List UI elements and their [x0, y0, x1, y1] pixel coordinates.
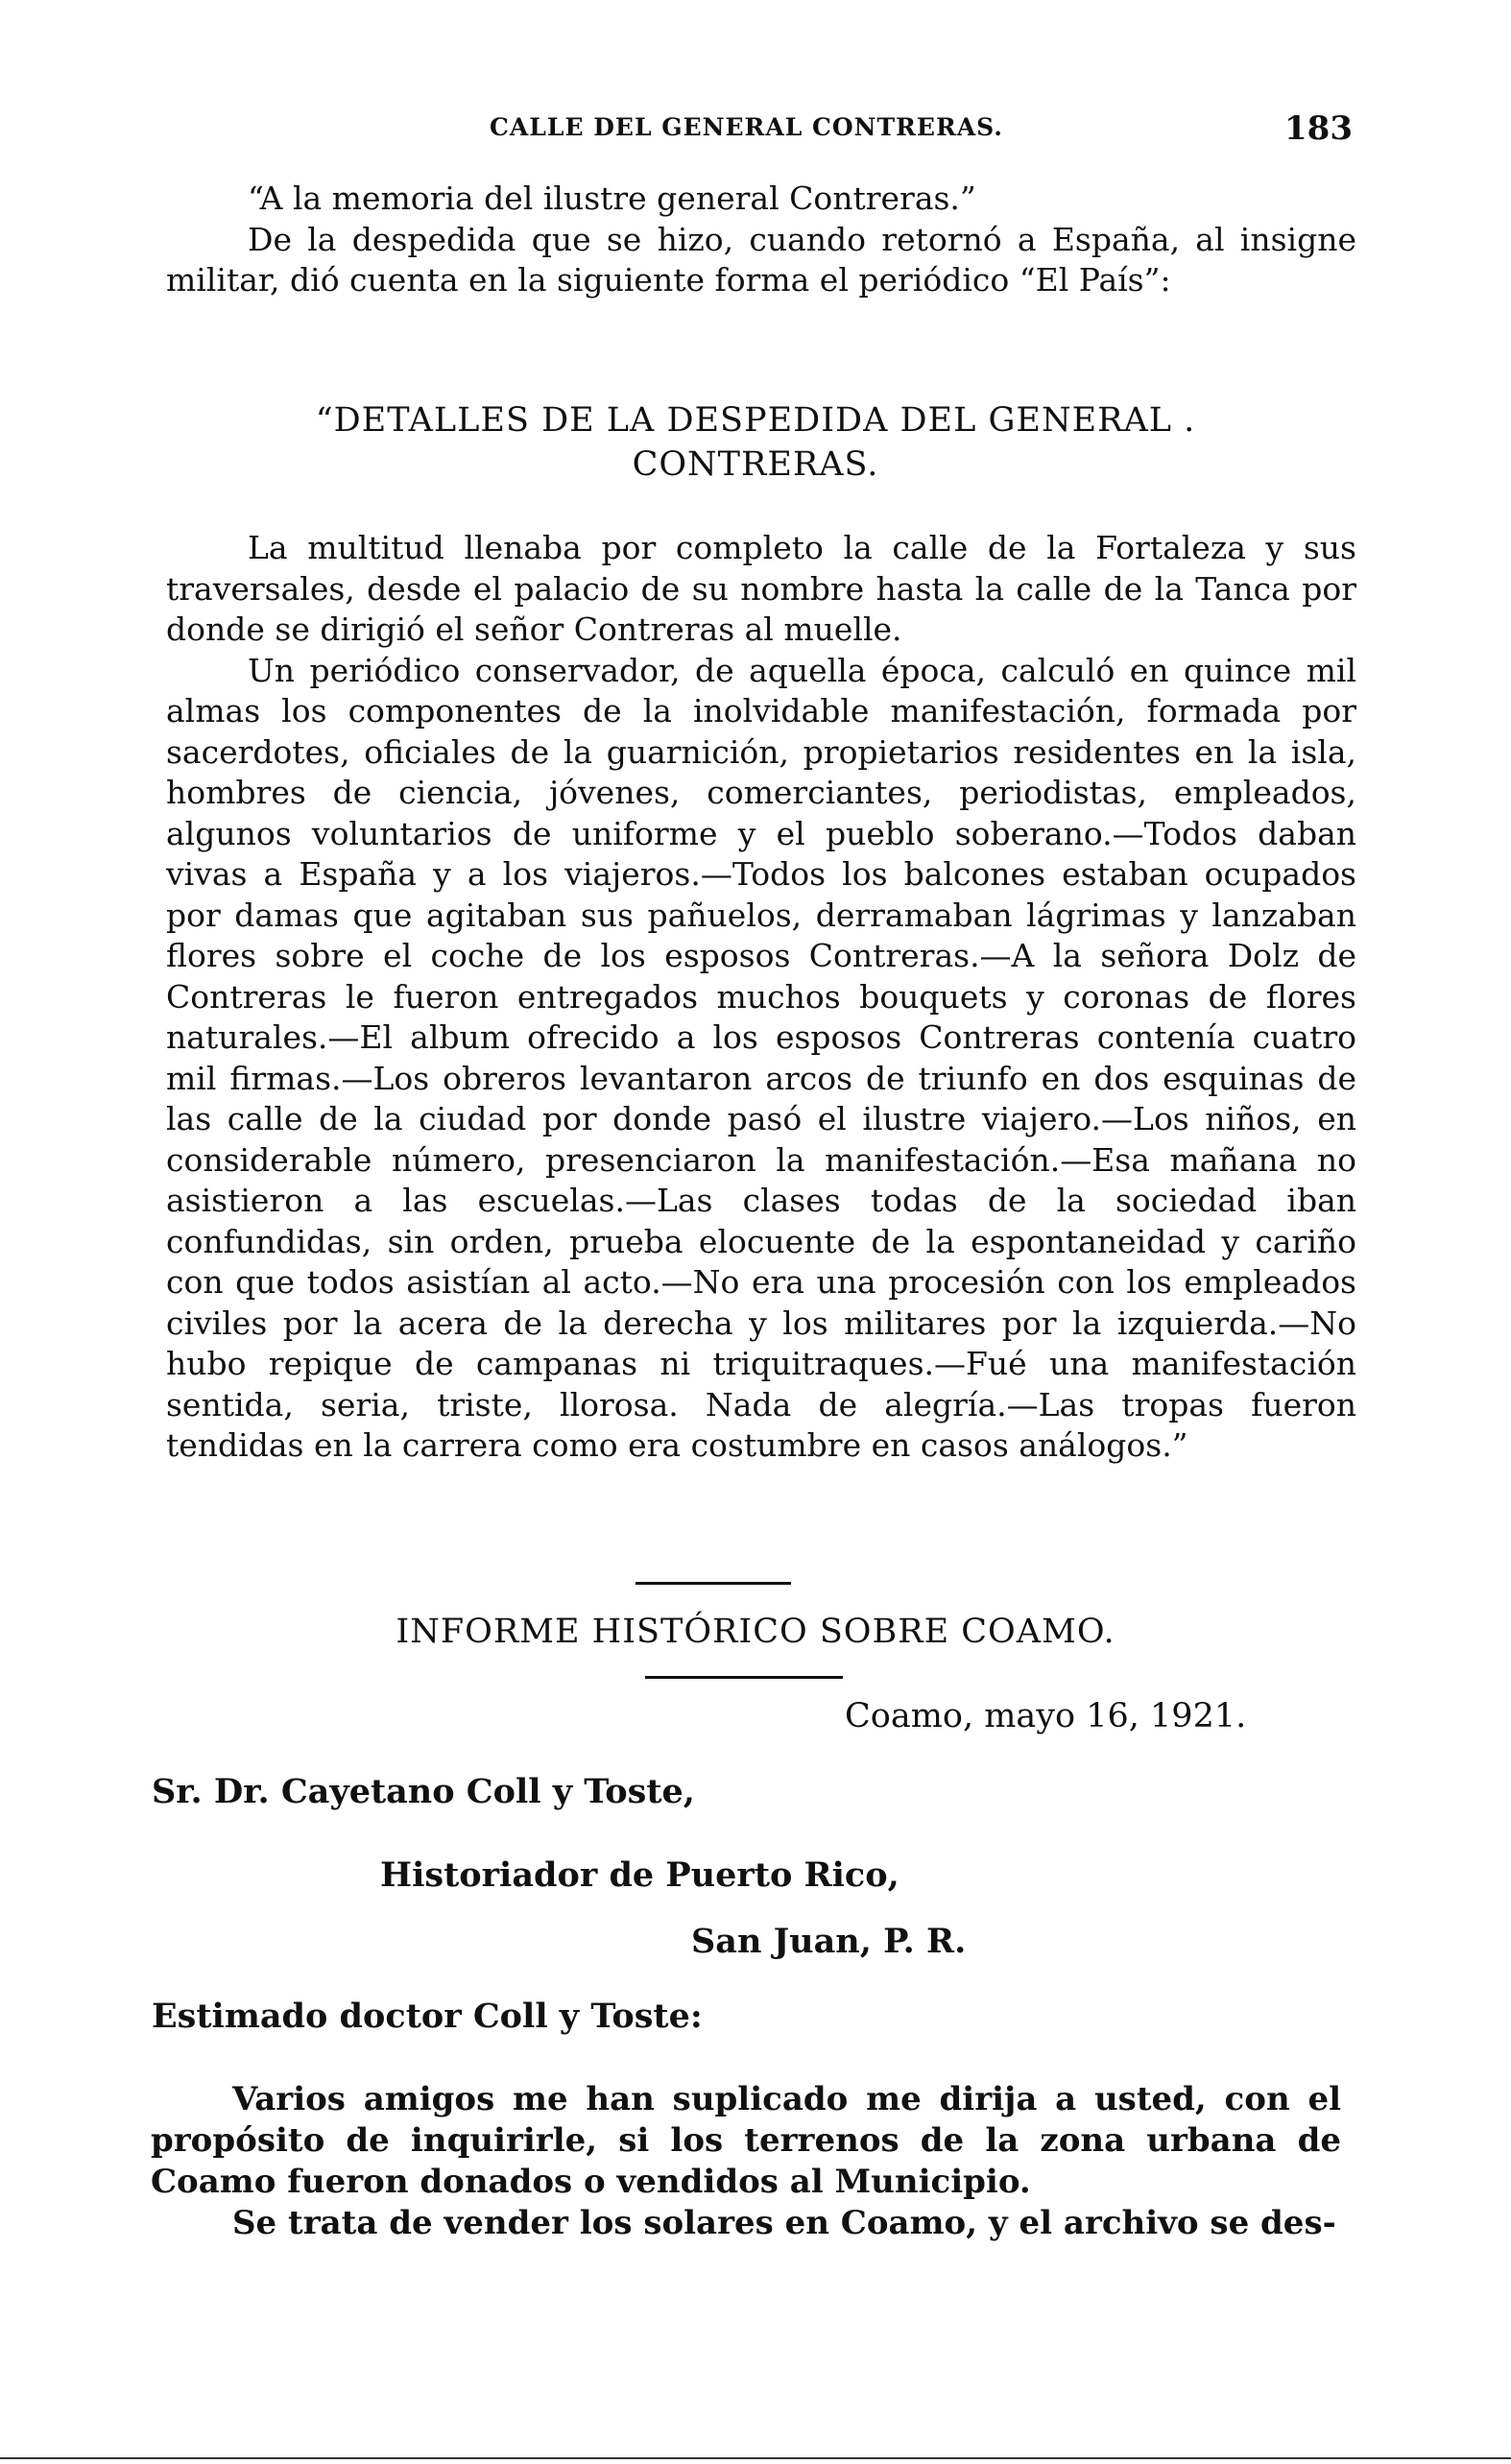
article-body [166, 528, 1356, 1467]
article-heading-line2: CONTRERAS. [632, 445, 879, 484]
running-head-title: CALLE DEL GENERAL CONTRERAS. [490, 113, 1003, 141]
article-paragraph-2: Un periódico conservador, de aquella época, calculó en quince mil almas los componentes de la inolvidable manifestación, formada por sacerdotes, oficiales de la guarnición, propietarios residentes en la isla, hombres de ciencia, jóvenes, comerciantes, periodistas, empleados, algunos voluntarios de uniforme y el pueblo soberano.—Todos daban vivas a España y a los viajeros.—Todos los balcones estaban ocupados por damas que agitaban sus pañuelos, derramaban lágrimas y lanzaban flores sobre el coche de los esposos Contreras.—A la señora Dolz de Contreras le fueron entregados muchos bouquets y coronas de flores naturales.—El album ofrecido a los esposos Contreras contenía cuatro mil firmas.—Los obreros levantaron arcos de triunfo en dos esquinas de las calle de la ciudad por donde pasó el ilustre viajero.—Los niños, en considerable número, presenciaron la manifestación.—Esa mañana no asistieron a las escuelas.—Las clases todas de la sociedad iban confundidas, sin orden, prueba elocuente de la espontaneidad y cariño con que todos asistían al acto.—No era una procesión con los empleados civiles por la acera de la derecha y los militares por la izquierda.—No hubo repique de campanas ni triquitraques.—Fué una manifestación sentida, seria, triste, llorosa. Nada de alegría.—Las tropas fueron tendidas en la carrera como era costumbre en casos análogos.” [166, 651, 1356, 1464]
dedication-line: “A la memoria del ilustre general Contreras.” [248, 179, 976, 217]
scan-edge-line [0, 2457, 1511, 2459]
letter-recipient-title: Historiador de Puerto Rico, [380, 1855, 899, 1895]
letter-recipient: Sr. Dr. Cayetano Coll y Toste, [152, 1772, 695, 1811]
article-heading-line1: “DETALLES DE LA DESPEDIDA DEL GENERAL . [315, 401, 1196, 440]
page-number: 183 [1284, 109, 1353, 148]
letter-paragraph-2: Se trata de vender los solares en Coamo, y el archivo se des- [232, 2204, 1336, 2242]
letter-paragraph-1: Varios amigos me han suplicado me dirija a usted, con el propósito de inquirirle, si los terrenos de la zona urbana de Coamo fueron donados o vendidos al Municipio. [151, 2080, 1341, 2201]
article-paragraph-1: La multitud llenaba por completo la calle de la Fortaleza y sus traversales, desde el palacio de su nombre hasta la calle de la Tanca por donde se dirigió el señor Contreras al muelle. [166, 529, 1356, 648]
divider-rule-top [636, 1582, 791, 1585]
letter-body [151, 2079, 1341, 2244]
letter-date: Coamo, mayo 16, 1921. [845, 1697, 1247, 1735]
letter-salutation: Estimado doctor Coll y Toste: [152, 1997, 703, 2036]
divider-rule-bottom [645, 1676, 843, 1679]
intro-section [166, 179, 1356, 301]
section-heading: INFORME HISTÓRICO SOBRE COAMO. [396, 1613, 1115, 1651]
letter-recipient-city: San Juan, P. R. [691, 1922, 967, 1961]
intro-paragraph: De la despedida que se hizo, cuando retornó a España, al insigne militar, dió cuenta en la siguiente forma el periódico “El País”: [166, 220, 1356, 299]
